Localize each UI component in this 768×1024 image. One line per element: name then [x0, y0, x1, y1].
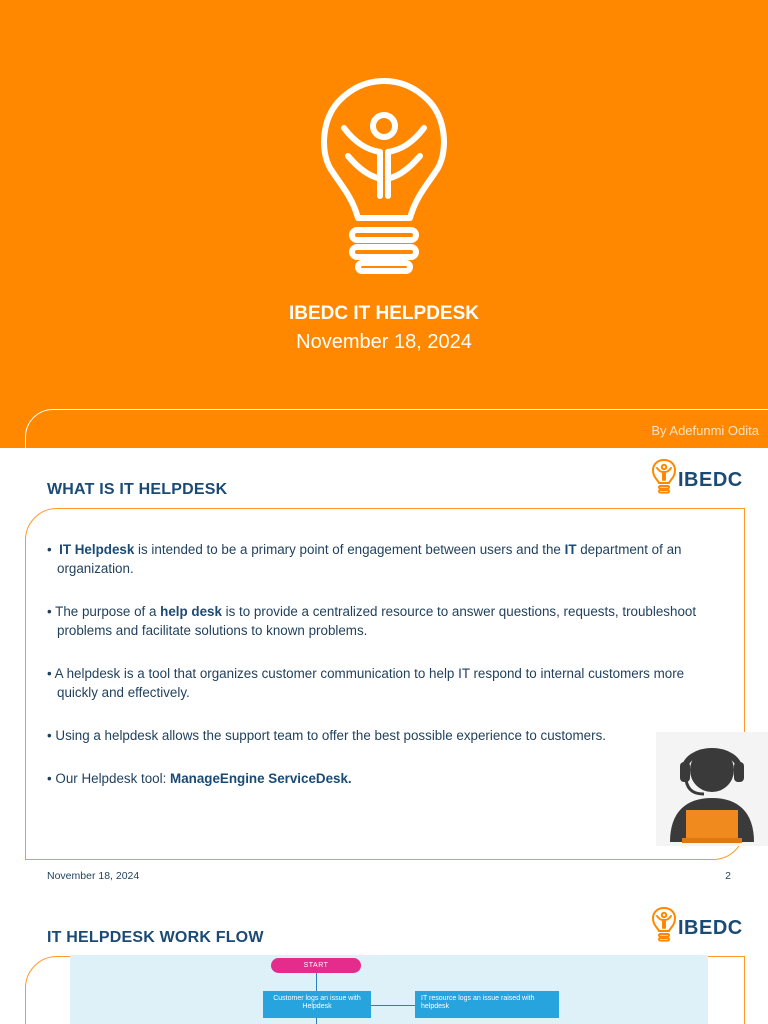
footer-date: November 18, 2024	[47, 870, 140, 882]
bullet-text: The purpose of a	[55, 604, 161, 619]
bullet-bold-text: IT Helpdesk	[59, 542, 135, 557]
bullet-item: • Using a helpdesk allows the support team to offer the best possible experience to customers.	[47, 728, 606, 743]
bullet-item: • Our Helpdesk tool: ManageEngine ServiceDesk.	[47, 771, 352, 786]
logo-bulb-icon	[651, 906, 677, 944]
presentation-title: IBEDC IT HELPDESK	[288, 303, 480, 324]
flow-connector	[316, 973, 317, 991]
bullet-item: • IT Helpdesk is intended to be a primary point of engagement between users and the IT department of an organization.	[47, 542, 682, 576]
logo-text: IBEDC	[678, 917, 743, 939]
lightbulb-person-icon	[318, 78, 450, 274]
bullet-bold-text: help desk	[160, 604, 222, 619]
bullet-bold-text: ManageEngine ServiceDesk.	[170, 771, 352, 786]
bullet-item: • A helpdesk is a tool that organizes customer communication to help IT respond to internal customers more quickly and effectively.	[47, 666, 685, 700]
slide-title: WHAT IS IT HELPDESK	[47, 481, 228, 498]
ibedc-logo	[651, 458, 741, 498]
slide-what-is-helpdesk	[0, 448, 768, 896]
bullet-text: Our Helpdesk tool:	[55, 771, 171, 786]
slide-workflow	[0, 896, 768, 1024]
author-byline: By Adefunmi Odita	[651, 423, 759, 438]
support-agent-icon	[656, 732, 768, 846]
ibedc-logo	[651, 906, 741, 946]
flow-step-customer: Customer logs an issue with Helpdesk	[263, 991, 371, 1018]
bullet-text: is to provide a centralized resource to answer questions, requests, troubleshoot problems and facilitate solutions to known problems.	[57, 604, 697, 638]
workflow-diagram	[70, 955, 708, 1024]
flow-connector	[316, 1018, 317, 1024]
flow-connector	[371, 1005, 415, 1006]
bullet-bold-text: IT	[564, 542, 577, 557]
logo-bulb-icon	[651, 458, 677, 496]
bullet-text: is intended to be a primary point of engagement between users and the	[134, 542, 565, 557]
page-number: 2	[725, 870, 731, 882]
flow-step-it-resource: IT resource logs an issue raised with helpdesk	[415, 991, 559, 1018]
slide-title: IT HELPDESK WORK FLOW	[47, 929, 264, 946]
bullet-item: • The purpose of a help desk is to provide a centralized resource to answer questions, requests, troubleshoot problems and facilitate solutions to known problems.	[47, 604, 697, 638]
bullet-text: A helpdesk is a tool that organizes customer communication to help IT respond to internal customers more quickly and effectively.	[54, 666, 685, 700]
flow-start-node: START	[271, 958, 361, 973]
title-slide	[0, 0, 768, 448]
bullet-text: Using a helpdesk allows the support team to offer the best possible experience to customers.	[55, 728, 606, 743]
bullet-text: department of an organization.	[57, 542, 682, 576]
presentation-date: November 18, 2024	[296, 331, 472, 353]
logo-text: IBEDC	[678, 469, 743, 491]
bullet-list	[47, 540, 717, 812]
